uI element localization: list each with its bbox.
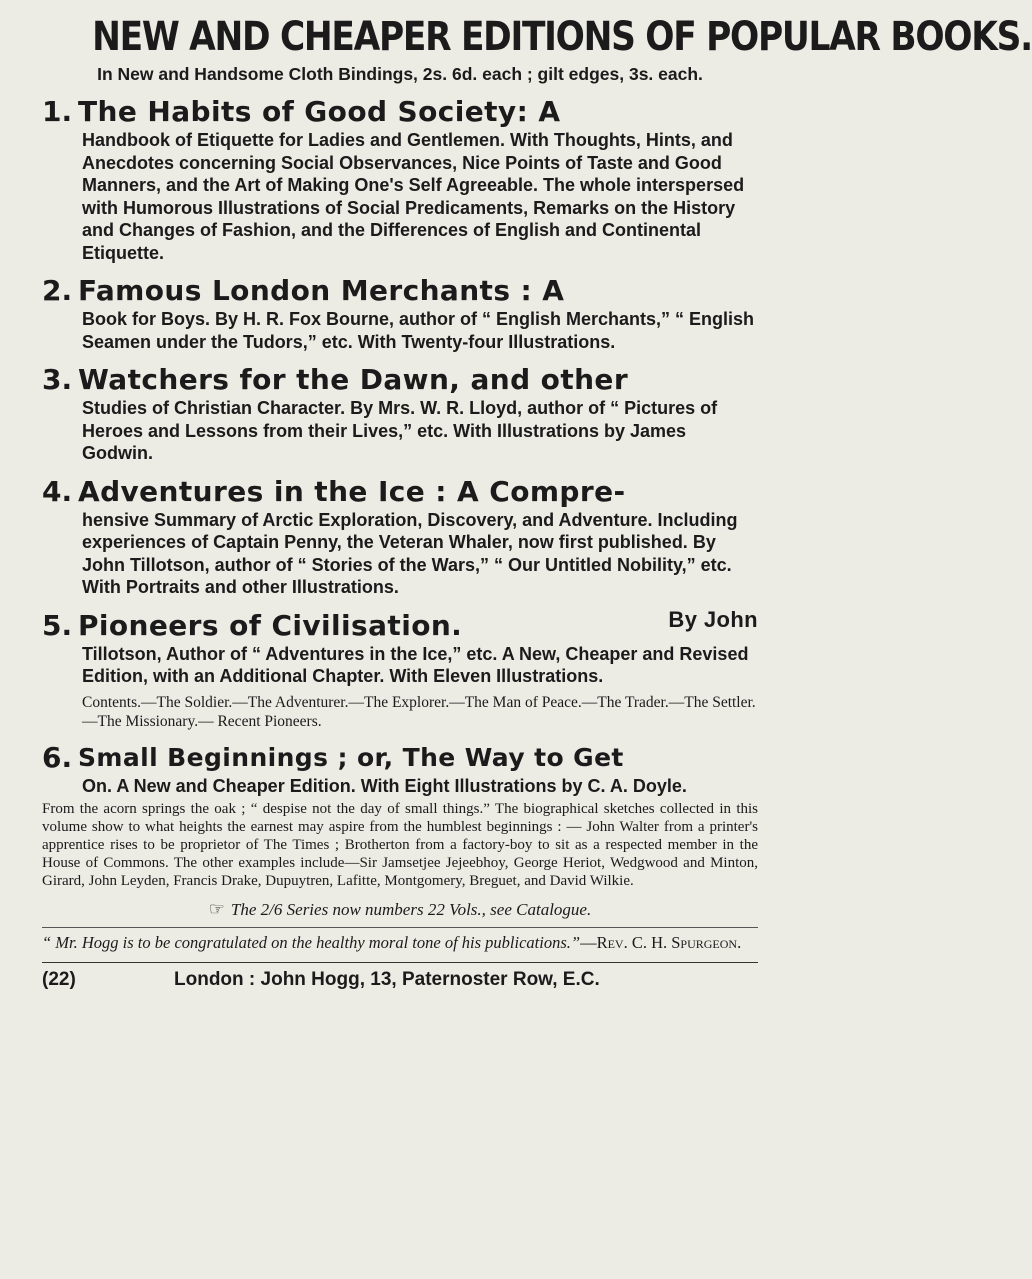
book-description: Studies of Christian Character. By Mrs. W. R. Lloyd, author of “ Pictures of Heroes and Lessons from their Lives,” etc. With Illustrations by James Godwin. (82, 398, 718, 463)
book-entry-4 (42, 475, 758, 599)
testimonial (42, 932, 758, 953)
book-entry-2 (42, 274, 758, 353)
book-number: 6. (42, 740, 73, 774)
book-title: Small Beginnings ; or, The Way to Get (78, 742, 624, 772)
book-title-line (78, 606, 758, 643)
binding-prices: In New and Handsome Cloth Bindings, 2s. 6d. each ; gilt edges, 3s. each. (97, 64, 703, 84)
pointing-hand-icon: ☞ (208, 899, 225, 919)
book-title: Watchers for the Dawn, and other (78, 363, 629, 396)
book-description: Tillotson, Author of “ Adventures in the Ice,” etc. A New, Cheaper and Revised Edition, with an Additional Chapter. With Eleven Illustrations. (82, 643, 749, 686)
page-number: (22) (42, 969, 76, 990)
book-title: The Habits of Good Society: A (78, 95, 561, 128)
book-entry-5 (42, 606, 758, 731)
book-title: Pioneers of Civilisation. (78, 608, 463, 642)
book-title: Adventures in the Ice : A Compre- (78, 474, 626, 508)
book-number: 3. (42, 363, 73, 396)
book-entry-3 (42, 363, 758, 465)
page-footer (42, 962, 758, 999)
book-description: hensive Summary of Arctic Exploration, Discovery, and Adventure. Including experiences of Captain Penny, the Veteran Whaler, now first published. By John Tillotson, author of “ Stories of the Wars,” “ Our Untitled Nobility,” etc. With Portraits and other Illustrations. (82, 509, 738, 597)
publisher-imprint: London : John Hogg, 13, Paternoster Row, E.C. (174, 969, 600, 990)
series-note (42, 899, 758, 920)
testimonial-quote: “ Mr. Hogg is to be congratulated on the healthy moral tone of his publications.” (42, 933, 581, 952)
testimonial-attribution: —Rev. C. H. Spurgeon. (580, 933, 742, 952)
book-number: 1. (42, 95, 73, 128)
book-blurb: From the acorn springs the oak ; “ despise not the day of small things.” The biographical sketches collected in this volume show to what heights the earnest may aspire from the humblest beginnings : — John Walter from a printer's apprentice rises to be proprietor of The Times ; Brotherton from a factory-boy to sit as a respected member in the House of Commons. The other examples include—Sir Jamsetjee Jejeebhoy, George Heriot, Wedgwood and Minton, Girard, John Leyden, Francis Drake, Dupuytren, Lafitte, Montgomery, Breguet, and David Wilkie. (42, 801, 758, 889)
book-number: 5. (42, 608, 73, 642)
book-description: Handbook of Etiquette for Ladies and Gentlemen. With Thoughts, Hints, and Anecdotes concerning Social Observances, Nice Points of Taste and Good Manners, and the Art of Making One's Self Agreeable. The whole interspersed with Humorous Illustrations of Social Predicaments, Remarks on the History and Changes of Fashion, and the Differences of English and Continental Etiquette. (82, 130, 745, 263)
book-number: 2. (42, 274, 73, 307)
book-entry-1 (42, 95, 758, 264)
book-number: 4. (42, 474, 73, 508)
book-entry-6 (42, 741, 758, 798)
page-title: NEW AND CHEAPER EDITIONS OF POPULAR BOOKS. (92, 14, 1032, 60)
book-description: On. A New and Cheaper Edition. With Eight Illustrations by C. A. Doyle. (82, 775, 687, 796)
series-note-text: The 2/6 Series now numbers 22 Vols., see Catalogue. (230, 900, 592, 919)
book-author-lead: By John (668, 606, 758, 632)
book-description: Book for Boys. By H. R. Fox Bourne, author of “ English Merchants,” “ English Seamen under the Tudors,” etc. With Twenty-four Illustrations. (82, 309, 755, 352)
divider (42, 927, 758, 928)
book-contents: Contents.—The Soldier.—The Adventurer.—The Explorer.—The Man of Peace.—The Trader.—The Settler.—The Missionary.— Recent Pioneers. (82, 693, 756, 730)
book-title: Famous London Merchants : A (78, 274, 565, 307)
